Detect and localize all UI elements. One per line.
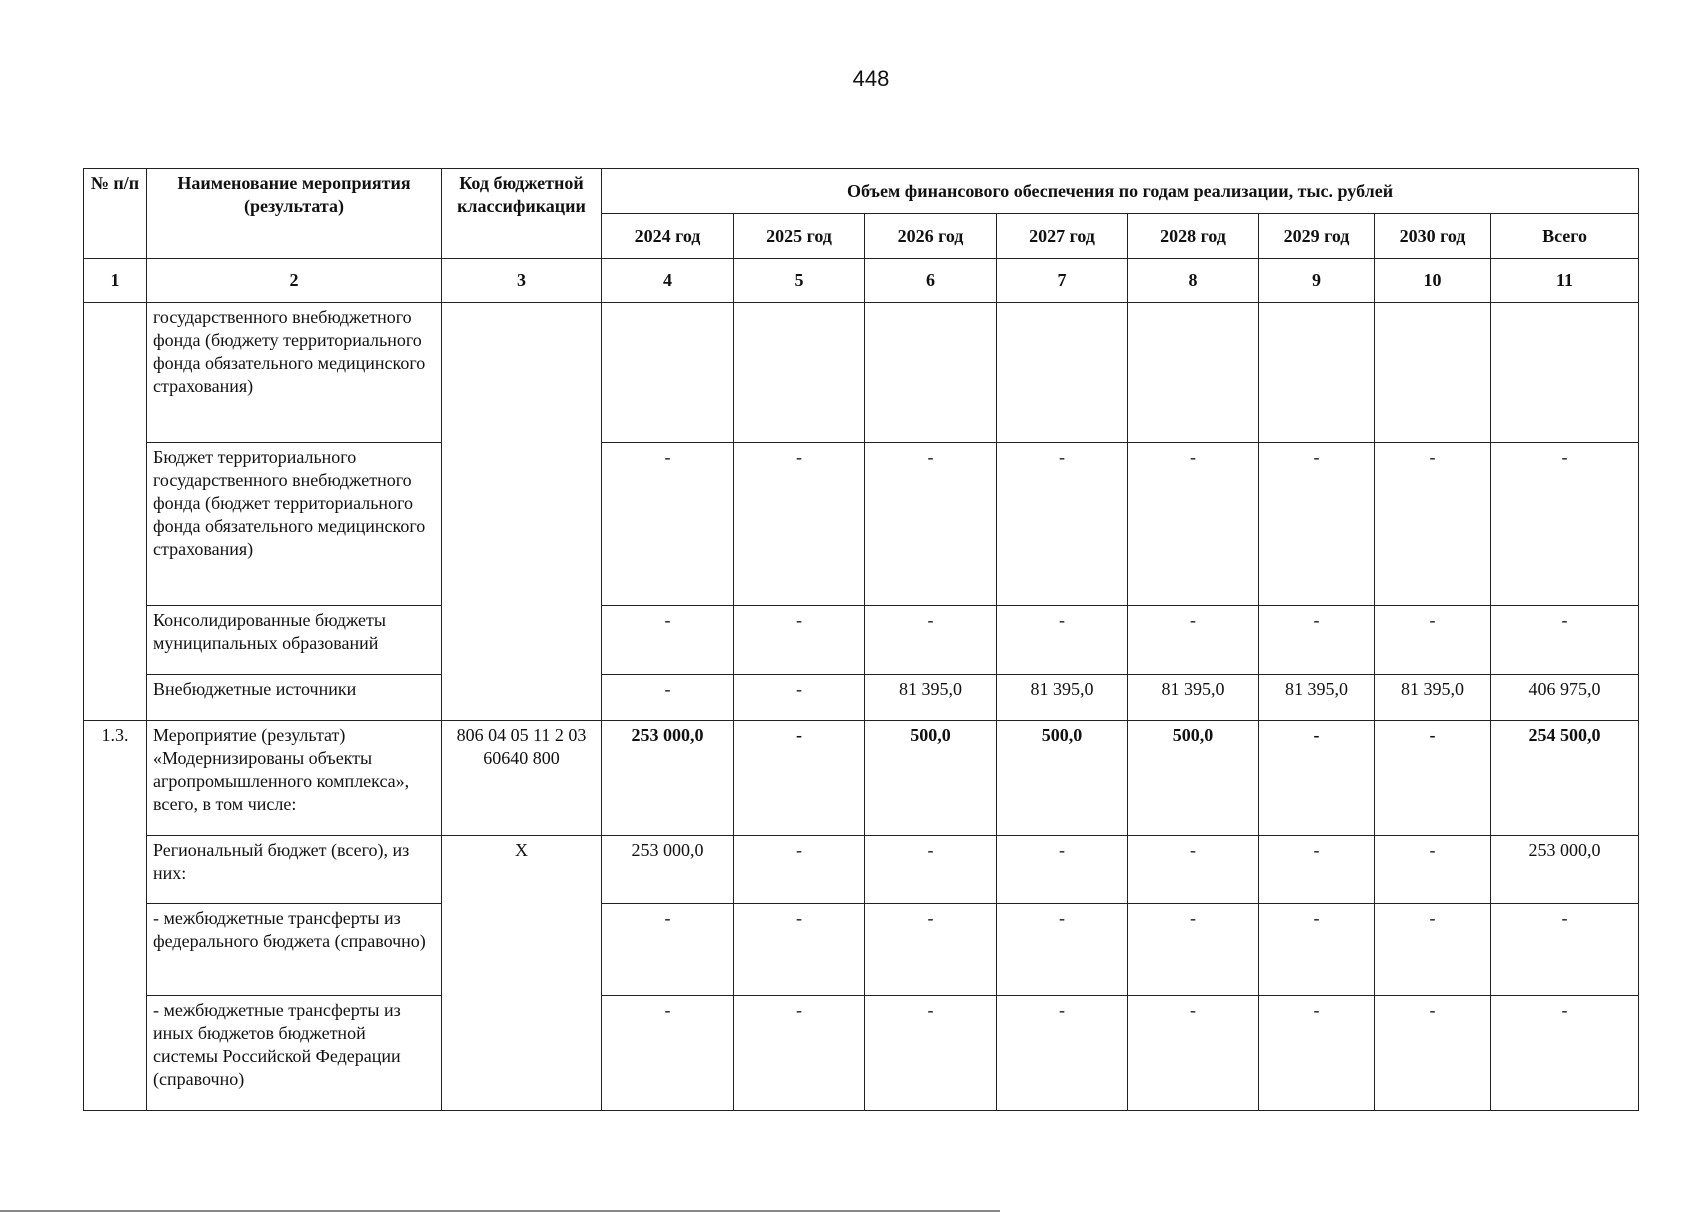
value-cell: - <box>997 836 1128 904</box>
value-cell: - <box>1375 904 1491 996</box>
table-row <box>84 443 1639 606</box>
col-index-4: 4 <box>602 259 734 303</box>
value-cell: - <box>865 443 997 606</box>
header-name: Наименование мероприятия (результата) <box>147 169 442 259</box>
col-index-5: 5 <box>734 259 865 303</box>
value-cell: - <box>1259 443 1375 606</box>
value-cell <box>1128 303 1259 443</box>
value-cell: - <box>997 443 1128 606</box>
row-name: Консолидированные бюджеты муниципальных образований <box>147 606 442 675</box>
header-year-2025: 2025 год <box>734 214 865 259</box>
value-cell: - <box>865 606 997 675</box>
table-row <box>84 721 1639 836</box>
row-name: - межбюджетные трансферты из федерального бюджета (справочно) <box>147 904 442 996</box>
value-cell: - <box>734 836 865 904</box>
col-index-8: 8 <box>1128 259 1259 303</box>
row-code: X <box>442 836 602 1111</box>
value-cell: 500,0 <box>997 721 1128 836</box>
col-index-7: 7 <box>997 259 1128 303</box>
col-index-1: 1 <box>84 259 147 303</box>
value-cell: - <box>1259 904 1375 996</box>
value-cell: - <box>1375 836 1491 904</box>
value-cell: - <box>602 443 734 606</box>
col-index-3: 3 <box>442 259 602 303</box>
value-cell: 254 500,0 <box>1491 721 1639 836</box>
financing-table <box>83 168 1639 1111</box>
col-index-9: 9 <box>1259 259 1375 303</box>
row-num-cell <box>84 303 147 721</box>
value-cell: - <box>1375 996 1491 1111</box>
header-year-2028: 2028 год <box>1128 214 1259 259</box>
value-cell <box>865 303 997 443</box>
value-cell: 81 395,0 <box>997 675 1128 721</box>
row-name: Региональный бюджет (всего), из них: <box>147 836 442 904</box>
value-cell: - <box>602 904 734 996</box>
row-code: 806 04 05 11 2 03 60640 800 <box>442 721 602 836</box>
header-year-2024: 2024 год <box>602 214 734 259</box>
row-name: - межбюджетные трансферты из иных бюджетов бюджетной системы Российской Федерации (справочно) <box>147 996 442 1111</box>
value-cell: - <box>997 996 1128 1111</box>
page-number: 448 <box>852 66 890 91</box>
value-cell <box>734 303 865 443</box>
header-year-2030: 2030 год <box>1375 214 1491 259</box>
value-cell: - <box>734 675 865 721</box>
row-name: Бюджет территориального государственного внебюджетного фонда (бюджет территориального фонда обязательного медицинского страхования) <box>147 443 442 606</box>
value-cell: - <box>1128 996 1259 1111</box>
value-cell <box>1491 303 1639 443</box>
value-cell: - <box>734 721 865 836</box>
value-cell: - <box>1128 606 1259 675</box>
header-year-2026: 2026 год <box>865 214 997 259</box>
table-row <box>84 303 1639 443</box>
header-financing-group: Объем финансового обеспечения по годам реализации, тыс. рублей <box>602 169 1639 214</box>
col-index-6: 6 <box>865 259 997 303</box>
value-cell: - <box>1259 721 1375 836</box>
value-cell: - <box>1259 606 1375 675</box>
value-cell: - <box>865 996 997 1111</box>
value-cell: - <box>734 606 865 675</box>
value-cell: - <box>1491 996 1639 1111</box>
value-cell: - <box>602 675 734 721</box>
table-row <box>84 675 1639 721</box>
value-cell: - <box>1128 836 1259 904</box>
value-cell: - <box>602 996 734 1111</box>
value-cell: - <box>865 836 997 904</box>
value-cell: - <box>1491 606 1639 675</box>
table-row <box>84 836 1639 904</box>
value-cell: - <box>1128 443 1259 606</box>
value-cell: - <box>602 606 734 675</box>
header-year-2029: 2029 год <box>1259 214 1375 259</box>
table-row <box>84 904 1639 996</box>
row-name: государственного внебюджетного фонда (бюджету территориального фонда обязательного медицинского страхования) <box>147 303 442 443</box>
row-name: Внебюджетные источники <box>147 675 442 721</box>
row-name: Мероприятие (результат) «Модернизированы объекты агропромышленного комплекса», всего, в том числе: <box>147 721 442 836</box>
value-cell: - <box>1375 606 1491 675</box>
value-cell: - <box>1259 996 1375 1111</box>
value-cell <box>1259 303 1375 443</box>
value-cell: - <box>1259 836 1375 904</box>
value-cell: - <box>734 996 865 1111</box>
col-index-11: 11 <box>1491 259 1639 303</box>
value-cell: 500,0 <box>1128 721 1259 836</box>
value-cell <box>1375 303 1491 443</box>
col-index-2: 2 <box>147 259 442 303</box>
value-cell <box>997 303 1128 443</box>
header-code: Код бюджетной классификации <box>442 169 602 259</box>
value-cell: - <box>1491 443 1639 606</box>
value-cell: - <box>1375 721 1491 836</box>
table-row <box>84 996 1639 1111</box>
value-cell: - <box>1128 904 1259 996</box>
value-cell: - <box>1375 443 1491 606</box>
header-total: Всего <box>1491 214 1639 259</box>
value-cell: - <box>734 443 865 606</box>
table-row <box>84 606 1639 675</box>
header-num: № п/п <box>84 169 147 259</box>
value-cell: - <box>734 904 865 996</box>
value-cell: 81 395,0 <box>1259 675 1375 721</box>
row-code-cell <box>442 303 602 721</box>
value-cell: 81 395,0 <box>1375 675 1491 721</box>
value-cell: 253 000,0 <box>1491 836 1639 904</box>
value-cell: 81 395,0 <box>1128 675 1259 721</box>
value-cell: - <box>1491 904 1639 996</box>
value-cell: 253 000,0 <box>602 721 734 836</box>
value-cell <box>602 303 734 443</box>
value-cell: - <box>865 904 997 996</box>
value-cell: - <box>997 606 1128 675</box>
header-year-2027: 2027 год <box>997 214 1128 259</box>
value-cell: 406 975,0 <box>1491 675 1639 721</box>
value-cell: 500,0 <box>865 721 997 836</box>
col-index-10: 10 <box>1375 259 1491 303</box>
value-cell: 81 395,0 <box>865 675 997 721</box>
value-cell: - <box>997 904 1128 996</box>
value-cell: 253 000,0 <box>602 836 734 904</box>
row-num: 1.3. <box>84 721 147 1111</box>
